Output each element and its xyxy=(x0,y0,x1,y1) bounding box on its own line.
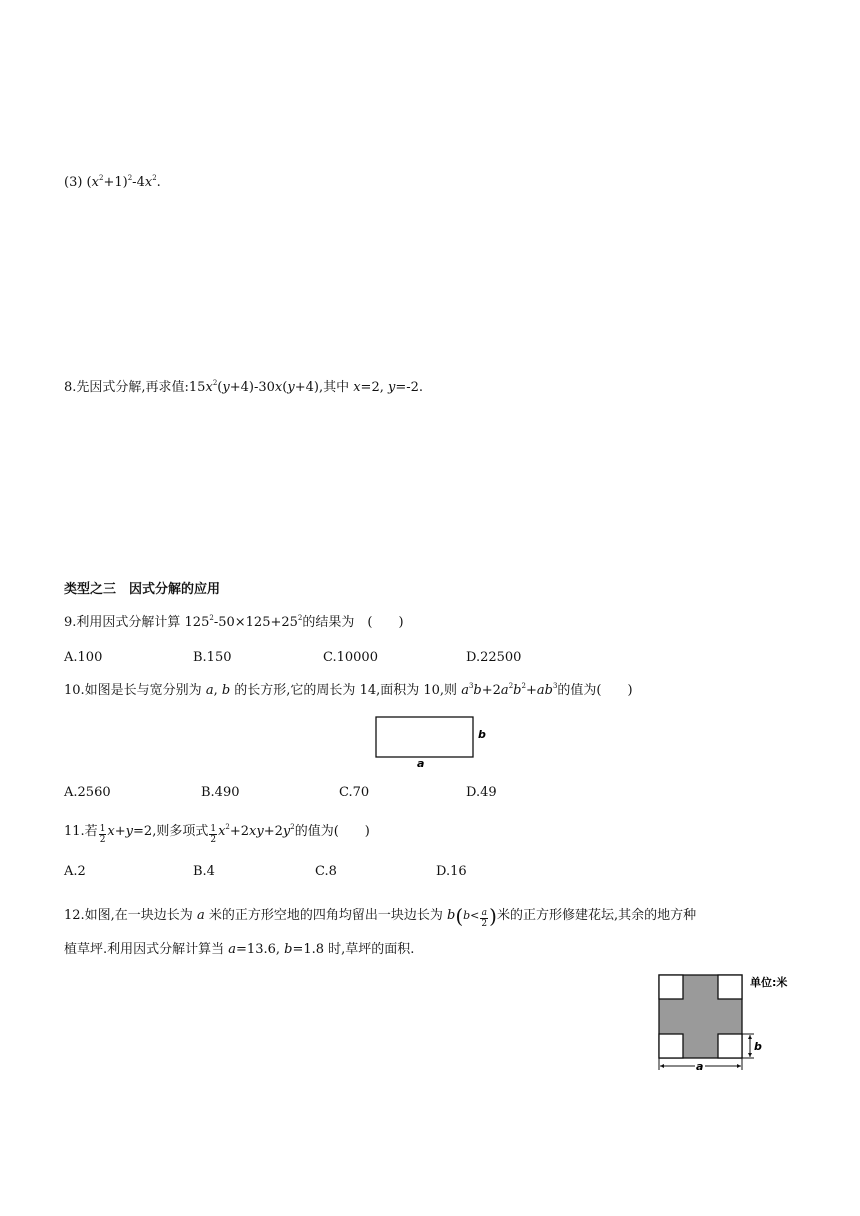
problem-12-line-2: 植草坪.利用因式分解计算当 a=13.6, b=1.8 时,草坪的面积. xyxy=(64,942,415,957)
q11-option-c[interactable]: C.8 xyxy=(315,864,337,879)
q9-option-d[interactable]: D.22500 xyxy=(466,650,522,665)
q9-option-c[interactable]: C.10000 xyxy=(323,650,378,665)
q11-option-a[interactable]: A.2 xyxy=(64,864,86,879)
corner-bed-top-left xyxy=(659,975,683,999)
rect-label-b: b xyxy=(478,728,486,741)
lawn-figure xyxy=(650,968,810,1078)
lawn-label-b: b xyxy=(754,1040,762,1053)
corner-bed-top-right xyxy=(718,975,742,999)
corner-bed-bottom-right xyxy=(718,1034,742,1058)
b-arrow-down xyxy=(748,1053,752,1057)
b-arrow-up xyxy=(748,1035,752,1039)
q9-option-a[interactable]: A.100 xyxy=(64,650,103,665)
lawn-label-a: a xyxy=(696,1060,704,1073)
problem-7-3: (3) $(x^2+1)^2-4x^2$. xyxy=(64,174,161,190)
rect-label-a: a xyxy=(417,757,425,770)
rectangle-shape xyxy=(376,717,473,757)
q11-option-d[interactable]: D.16 xyxy=(436,864,467,879)
corner-bed-bottom-left xyxy=(659,1034,683,1058)
problem-9: 9.利用因式分解计算 $125^2-50\times 125+25^2$的结果为 ( ) xyxy=(64,614,404,630)
q11-option-b[interactable]: B.4 xyxy=(193,864,215,879)
problem-8: 8.先因式分解,再求值$:15x^2(y+4)-30x(y+4)$,其中 x=2, y=-2. xyxy=(64,379,424,395)
problem-12-line-1: 12.如图,在一块边长为 a 米的正方形空地的四角均留出一块边长为 b($^{b< \frac{a}{2}}$ )米的正方形修建花坛,其余的地方种 xyxy=(64,904,697,929)
a-arrow-left xyxy=(660,1064,664,1068)
section-heading: 类型之三 因式分解的应用 xyxy=(64,582,221,597)
q10-option-b[interactable]: B.490 xyxy=(201,785,240,800)
problem-10: 10.如图是长与宽分别为 a, b 的长方形,它的周长为 14,面积为 10,则 $a^3b+2a^2b^2+ab^3$的值为( ) xyxy=(64,682,633,698)
unit-label: 单位:米 xyxy=(750,976,788,989)
paren-condition: ($^{b< \frac{a}{2}}$ ) xyxy=(455,904,497,929)
rectangle-figure xyxy=(370,712,490,770)
a-arrow-right xyxy=(737,1064,741,1068)
q10-option-c[interactable]: C.70 xyxy=(339,785,370,800)
q10-option-d[interactable]: D.49 xyxy=(466,785,497,800)
q10-option-a[interactable]: A.2560 xyxy=(64,785,111,800)
q9-option-b[interactable]: B.150 xyxy=(193,650,232,665)
problem-11: 11.若 $\frac{1}{2}$ x+y=2,则多项式 $\frac{1}{2}$ $x^2+2xy+2y^2$的值为( ) xyxy=(64,823,370,845)
